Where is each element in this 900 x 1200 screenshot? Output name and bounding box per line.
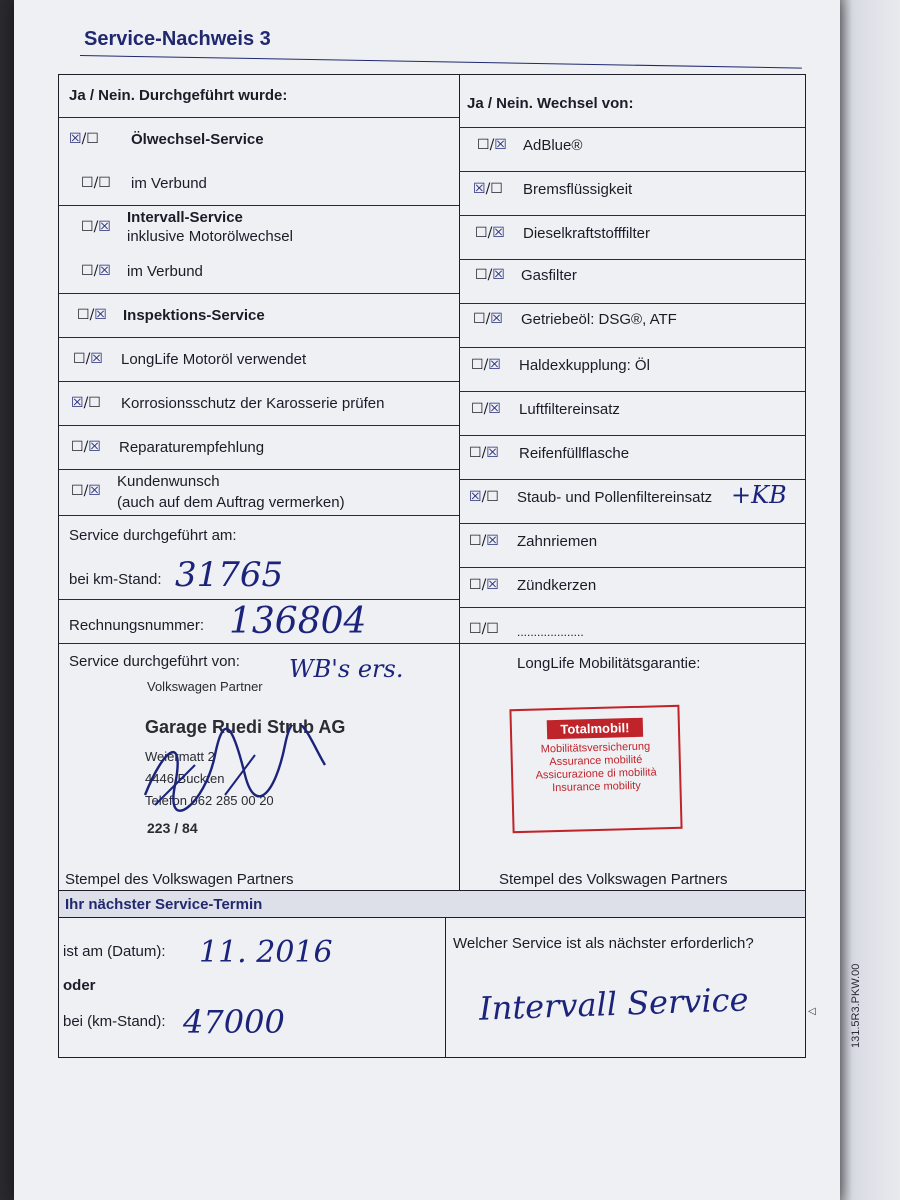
divider <box>59 381 459 382</box>
left-column-header: Ja / Nein. Durchgeführt wurde: <box>69 87 288 104</box>
checkbox-pair[interactable]: ☐/☒ <box>475 225 505 241</box>
divider <box>459 435 805 436</box>
item-label: Intervall-Service <box>127 209 243 226</box>
mobility-label: LongLife Mobilitätsgarantie: <box>517 655 701 672</box>
divider <box>59 117 459 118</box>
checkbox-ja[interactable]: ☐ <box>73 351 86 367</box>
service-booklet-page <box>14 0 840 1200</box>
item-label: Staub- und Pollenfiltereinsatz <box>517 489 713 506</box>
checkbox-pair[interactable]: ☐/☒ <box>477 137 507 153</box>
checkbox-ja[interactable]: ☒ <box>69 131 82 147</box>
checkbox-nein[interactable]: ☒ <box>488 357 501 373</box>
checkbox-nein[interactable]: ☒ <box>488 401 501 417</box>
checkbox-pair[interactable]: ☐/☒ <box>475 267 505 283</box>
item-label: Korrosionsschutz der Karosserie prüfen <box>121 395 385 412</box>
item-sublabel: inklusive Motorölwechsel <box>127 228 293 245</box>
checkbox-nein[interactable]: ☒ <box>94 307 107 323</box>
service-grid <box>58 74 806 898</box>
checkbox-nein[interactable]: ☒ <box>492 267 505 283</box>
divider <box>459 479 805 480</box>
checkbox-pair[interactable]: ☐/☒ <box>71 439 101 455</box>
checkbox-ja[interactable]: ☐ <box>469 577 482 593</box>
checkbox-pair[interactable]: ☐/☐ <box>469 621 499 637</box>
checkbox-pair[interactable]: ☒/☐ <box>69 131 99 147</box>
checkbox-nein[interactable]: ☐ <box>86 131 99 147</box>
checkbox-nein[interactable]: ☐ <box>88 395 101 411</box>
form-code: 131.5R3.PKW.00 <box>850 963 862 1048</box>
totalmobil-line: Insurance mobility <box>552 779 641 795</box>
checkbox-pair[interactable]: ☐/☒ <box>469 577 499 593</box>
item-label: Getriebeöl: DSG®, ATF <box>521 311 677 328</box>
next-service-title: Ihr nächster Service-Termin <box>65 896 263 913</box>
item-sublabel: (auch auf dem Auftrag vermerken) <box>117 494 345 511</box>
checkbox-pair[interactable]: ☒/☐ <box>71 395 101 411</box>
divider <box>459 523 805 524</box>
item-label: Luftfiltereinsatz <box>519 401 620 418</box>
checkbox-nein[interactable]: ☒ <box>88 439 101 455</box>
divider <box>59 293 459 294</box>
next-date-value: 11. 2016 <box>199 935 333 970</box>
stamp-caption-right: Stempel des Volkswagen Partners <box>499 871 728 888</box>
dealer-street: Weiermatt 2 <box>145 749 215 764</box>
service-km-label: bei km-Stand: <box>69 571 162 588</box>
checkbox-pair[interactable]: ☐/☒ <box>469 533 499 549</box>
checkbox-ja[interactable]: ☒ <box>469 489 482 505</box>
divider <box>59 643 459 644</box>
checkbox-ja[interactable]: ☒ <box>473 181 486 197</box>
checkbox-nein[interactable]: ☒ <box>494 137 507 153</box>
checkbox-ja[interactable]: ☐ <box>469 445 482 461</box>
next-which-label: Welcher Service ist als nächster erforderlich? <box>453 935 754 952</box>
checkbox-pair[interactable]: ☒/☐ <box>469 489 499 505</box>
checkbox-nein[interactable]: ☒ <box>486 445 499 461</box>
divider <box>459 567 805 568</box>
item-label: Inspektions-Service <box>123 307 265 324</box>
divider <box>459 127 805 128</box>
checkbox-pair[interactable]: ☐/☒ <box>471 357 501 373</box>
checkbox-pair[interactable]: ☐/☒ <box>73 351 103 367</box>
item-label: Ölwechsel-Service <box>131 131 264 148</box>
next-or-label: oder <box>63 977 96 994</box>
signature <box>135 725 335 815</box>
divider <box>459 391 805 392</box>
checkbox-ja[interactable]: ☐ <box>469 621 482 637</box>
stamp-caption-left: Stempel des Volkswagen Partners <box>65 871 294 888</box>
next-service-header <box>59 891 805 918</box>
totalmobil-brand: Totalmobil! <box>547 718 643 740</box>
next-km-value: 47000 <box>183 1003 285 1041</box>
checkbox-ja[interactable]: ☐ <box>71 439 84 455</box>
checkbox-nein[interactable]: ☐ <box>490 181 503 197</box>
dealer-partner: Volkswagen Partner <box>147 679 263 694</box>
item-label: Zündkerzen <box>517 577 597 594</box>
item-label: Zahnriemen <box>517 533 598 550</box>
checkbox-ja[interactable]: ☐ <box>475 267 488 283</box>
item-label: im Verbund <box>131 175 207 192</box>
item-label: LongLife Motoröl verwendet <box>121 351 307 368</box>
checkbox-pair[interactable]: ☐/☒ <box>71 483 101 499</box>
right-column-header: Ja / Nein. Wechsel von: <box>467 95 634 112</box>
checkbox-nein[interactable]: ☒ <box>486 577 499 593</box>
checkbox-ja[interactable]: ☐ <box>473 311 486 327</box>
checkbox-pair[interactable]: ☐/☒ <box>473 311 503 327</box>
dealer-phone: Telefon 062 285 00 20 <box>145 793 274 808</box>
divider <box>459 215 805 216</box>
title-rule <box>80 55 802 69</box>
next-service-box <box>58 890 806 1058</box>
checkbox-nein[interactable]: ☒ <box>90 351 103 367</box>
checkbox-ja[interactable]: ☐ <box>471 357 484 373</box>
checkbox-ja[interactable]: ☐ <box>71 483 84 499</box>
dealer-code: 223 / 84 <box>147 820 198 836</box>
dealer-city: 4446 Buckten <box>145 771 225 786</box>
next-divider <box>445 917 446 1057</box>
totalmobil-line: Assurance mobilité <box>549 753 643 769</box>
divider <box>459 607 805 608</box>
next-date-label: ist am (Datum): <box>63 943 166 960</box>
divider <box>459 347 805 348</box>
checkbox-pair[interactable]: ☐/☒ <box>81 263 111 279</box>
checkbox-nein[interactable]: ☒ <box>490 311 503 327</box>
divider <box>459 259 805 260</box>
checkbox-nein[interactable]: ☒ <box>486 533 499 549</box>
checkbox-ja[interactable]: ☐ <box>81 263 94 279</box>
checkbox-ja[interactable]: ☐ <box>477 137 490 153</box>
checkbox-nein[interactable]: ☒ <box>88 483 101 499</box>
checkbox-pair[interactable]: ☐/☐ <box>81 175 111 191</box>
service-by-label: Service durchgeführt von: <box>69 653 240 670</box>
divider <box>59 515 459 516</box>
item-label: Kundenwunsch <box>117 473 220 490</box>
item-label: Gasfilter <box>521 267 577 284</box>
item-label: Bremsflüssigkeit <box>523 181 633 198</box>
totalmobil-line: Mobilitätsversicherung <box>540 740 651 756</box>
page-title: Service-Nachweis 3 <box>84 28 271 50</box>
divider <box>459 303 805 304</box>
divider <box>59 469 459 470</box>
divider <box>59 425 459 426</box>
checkbox-nein[interactable]: ☐ <box>486 489 499 505</box>
checkbox-ja[interactable]: ☐ <box>471 401 484 417</box>
item-label: im Verbund <box>127 263 203 280</box>
divider <box>459 643 805 644</box>
checkbox-pair[interactable]: ☐/☒ <box>81 219 111 235</box>
checkbox-pair[interactable]: ☒/☐ <box>473 181 503 197</box>
checkbox-pair[interactable]: ☐/☒ <box>471 401 501 417</box>
invoice-label: Rechnungsnummer: <box>69 617 205 634</box>
next-which-value: Intervall Service <box>478 980 750 1028</box>
checkbox-nein[interactable]: ☒ <box>98 263 111 279</box>
item-label: Reparaturempfehlung <box>119 439 265 456</box>
service-date-label: Service durchgeführt am: <box>69 527 237 544</box>
checkbox-ja[interactable]: ☐ <box>77 307 90 323</box>
triangle-marker-icon: ◁ <box>808 1006 816 1017</box>
divider <box>59 205 459 206</box>
item-note: +KB <box>731 481 787 509</box>
divider <box>59 337 459 338</box>
totalmobil-line: Assicurazione di mobilità <box>535 766 657 782</box>
checkbox-ja[interactable]: ☐ <box>475 225 488 241</box>
checkbox-ja[interactable]: ☒ <box>71 395 84 411</box>
service-by-note: WB's ers. <box>289 655 404 683</box>
next-km-label: bei (km-Stand): <box>63 1013 166 1030</box>
item-label: Haldexkupplung: Öl <box>519 357 650 374</box>
checkbox-nein[interactable]: ☐ <box>486 621 499 637</box>
dealer-name: Garage Ruedi Strub AG <box>145 717 346 737</box>
item-label: AdBlue® <box>523 137 583 154</box>
item-label: Dieselkraftstofffilter <box>523 225 650 242</box>
checkbox-ja[interactable]: ☐ <box>81 219 94 235</box>
item-label: Reifenfüllflasche <box>519 445 630 462</box>
checkbox-pair[interactable]: ☐/☒ <box>77 307 107 323</box>
checkbox-nein[interactable]: ☐ <box>98 175 111 191</box>
divider <box>59 599 459 600</box>
checkbox-ja[interactable]: ☐ <box>81 175 94 191</box>
column-divider <box>459 75 460 897</box>
divider <box>459 171 805 172</box>
checkbox-nein[interactable]: ☒ <box>98 219 111 235</box>
checkbox-pair[interactable]: ☐/☒ <box>469 445 499 461</box>
checkbox-ja[interactable]: ☐ <box>469 533 482 549</box>
service-km-value: 31765 <box>175 555 284 595</box>
totalmobil-stamp <box>509 705 682 833</box>
invoice-value: 136804 <box>229 601 367 642</box>
checkbox-nein[interactable]: ☒ <box>492 225 505 241</box>
item-label-blank: .................... <box>517 625 584 639</box>
